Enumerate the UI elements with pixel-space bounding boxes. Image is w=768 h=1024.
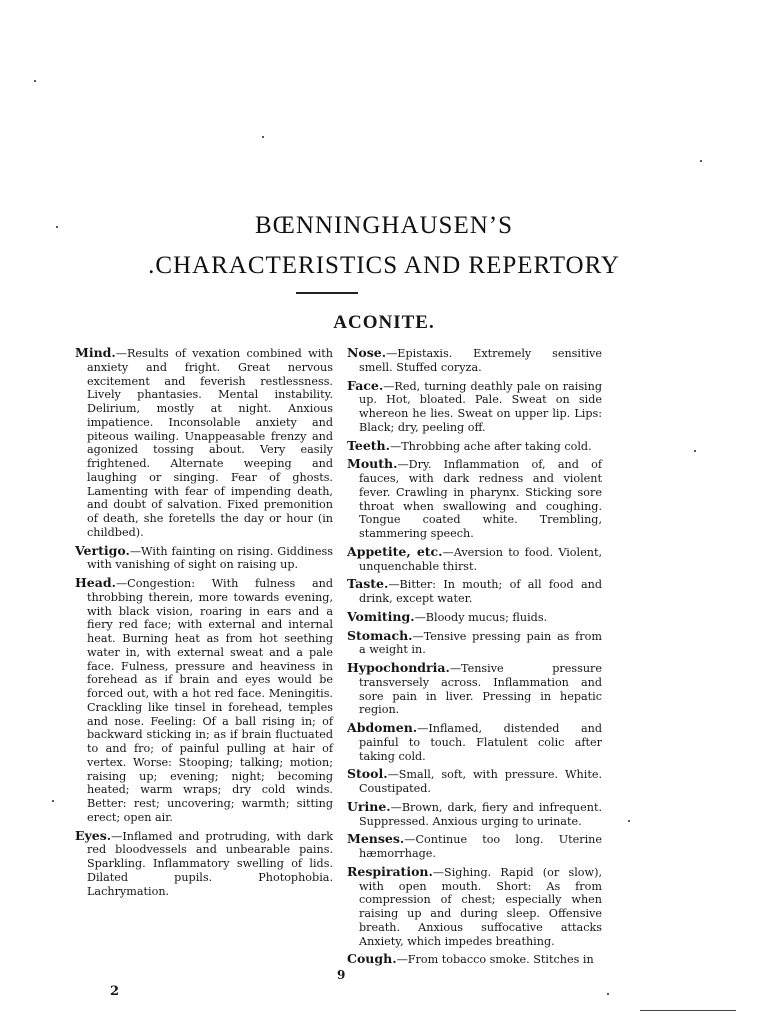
scan-speck <box>628 820 630 822</box>
entry-respiration <box>347 865 602 949</box>
entry-text: —With fainting on rising. Giddiness with vanishing of sight on raising up. <box>87 544 333 572</box>
entry-text: —Aversion to food. Violent, unquenchable thirst. <box>359 545 603 573</box>
remedy-heading: ACONITE. <box>333 312 435 333</box>
entry-nose <box>347 346 602 375</box>
entry-head: Teeth. <box>347 437 390 453</box>
entry-appetite <box>347 545 602 574</box>
entry-head: Taste. <box>347 576 389 592</box>
entry-vomiting <box>347 610 602 625</box>
entry-head: Vomiting. <box>347 608 415 624</box>
entry-head: Menses. <box>347 831 405 847</box>
scan-speck <box>56 226 58 228</box>
entry-text: —Bitter: In mouth; of all food and drink, except water. <box>359 578 602 605</box>
book-title-line2: .CHARACTERISTICS AND REPERTORY <box>148 252 620 279</box>
entry-head: Urine. <box>347 798 391 814</box>
entry-head: Head. <box>75 575 116 590</box>
entry-text: —Sighing. Rapid (or slow), with open mouth. Short: As from compression of chest; especially when raising up and during sleep. Offensive breath. Anxious suffocative attacks Anxiety, which impedes breathing. <box>359 865 602 948</box>
left-column <box>75 346 333 902</box>
entry-hypochondria <box>347 661 602 717</box>
entry-stool <box>347 767 602 796</box>
title-rule <box>296 292 358 294</box>
entry-eyes <box>75 829 333 899</box>
entry-head: Respiration. <box>347 863 433 879</box>
scan-speck <box>34 80 36 82</box>
entry-cough <box>347 952 602 967</box>
entry-head: Stomach. <box>347 627 413 643</box>
entry-head: Mouth. <box>347 456 398 472</box>
scan-speck <box>694 450 696 452</box>
right-column <box>347 346 602 971</box>
entry-text: —Congestion: With fulness and throbbing therein, more towards evening, with black vision, roaring in ears and a fiery red face; with external and internal heat. Burning heat as from hot seething water in, with external sweat and a pale face. Fulness, pressure and heaviness in forehead as if brain and eyes would be forced out, with a hot red face. Meningitis. Crackling like tinsel in forehead, temples and nose. Feeling: Of a ball rising in; of backward sticking in; as if brain fluctuated to and fro; of painful pulling at hair of vertex. Worse: Stooping; talking; motion; raising up; evening; night; becoming heated; warm wraps; dry cold winds. Better: rest; uncovering; warmth; sitting erect; open air. <box>87 577 333 824</box>
entry-text: —Brown, dark, fiery and infrequent. Suppressed. Anxious urging to urinate. <box>359 800 602 828</box>
entry-abdomen <box>347 721 602 763</box>
entry-text: —Inflamed, distended and painful to touch. Flatulent colic after taking cold. <box>359 722 602 763</box>
entry-text: —Continue too long. Uterine hæmorrhage. <box>359 833 602 860</box>
entry-menses <box>347 832 602 861</box>
entry-head: Abdomen. <box>347 720 418 735</box>
entry-taste <box>347 577 602 606</box>
entry-text: —Dry. Inflammation of, and of fauces, with dark redness and violent fever. Crawling in pharynx. Sticking sore throat when swallowing and coughing. Tongue coated white. Trembling, stammering speech. <box>359 458 602 540</box>
entry-text: —Epistaxis. Extremely sensitive smell. Stuffed coryza. <box>359 347 602 374</box>
page-number: 9 <box>337 968 346 982</box>
scan-speck <box>607 993 609 995</box>
entry-head: Stool. <box>347 766 388 782</box>
entry-text: —Results of vexation combined with anxiety and fright. Great nervous excitement and feverish restlessness. Lively phantasies. Mental instability. Delirium, mostly at night. Anxious impatience. Inconsolable anxiety and piteous wailing. Unappeasable frenzy and agonized tossing about. Very easily frightened. Alternate weeping and laughing or singing. Fear of ghosts. Lamenting with fear of impending death, and doubt of salvation. Fixed premonition of death, she foretells the day or hour (in childbed). <box>87 347 333 539</box>
entry-head: Vertigo. <box>75 542 130 558</box>
entry-head: Mind. <box>75 345 116 360</box>
entry-mind <box>75 346 333 540</box>
entry-head: Appetite, etc. <box>347 543 443 559</box>
entry-text: —Red, turning deathly pale on raising up. Hot, bloated. Pale. Sweat on side whereon he lies. Sweat on upper lip. Lips: Black; dry, peeling off. <box>359 379 602 434</box>
entry-mouth <box>347 457 602 541</box>
entry-teeth <box>347 439 602 454</box>
entry-text: —Tensive pressing pain as from a weight in. <box>359 629 602 657</box>
entry-text: —Inflamed and protruding, with dark red bloodvessels and unbearable pains. Sparkling. Inflammatory swelling of lids. Dilated pupils. Photophobia. Lachrymation. <box>87 829 333 898</box>
book-title-line1: BŒNNINGHAUSEN’S <box>254 212 514 239</box>
entry-urine <box>347 800 602 829</box>
scan-speck <box>262 136 264 138</box>
entry-head: Nose. <box>347 345 387 360</box>
bottom-rule <box>640 1010 736 1011</box>
entry-text: —Small, soft, with pressure. White. Coustipated. <box>359 768 602 795</box>
entry-head: Hypochondria. <box>347 660 450 675</box>
entry-text: —Bloody mucus; fluids. <box>414 610 548 624</box>
entry-face <box>347 379 602 435</box>
scan-speck <box>700 160 702 162</box>
entry-head-section <box>75 576 333 825</box>
entry-vertigo <box>75 544 333 573</box>
entry-head: Face. <box>347 377 384 393</box>
entry-head: Eyes. <box>75 827 112 843</box>
scan-speck <box>52 800 54 802</box>
entry-text: —Throbbing ache after taking cold. <box>390 439 592 453</box>
entry-head: Cough. <box>347 951 397 967</box>
entry-stomach <box>347 629 602 658</box>
entry-text: —From tobacco smoke. Stitches in <box>396 953 594 967</box>
entry-text: —Tensive pressure transversely across. Inflammation and sore pain in liver. Pressing in hepatic region. <box>359 662 602 717</box>
corner-mark: 2 <box>110 984 120 999</box>
